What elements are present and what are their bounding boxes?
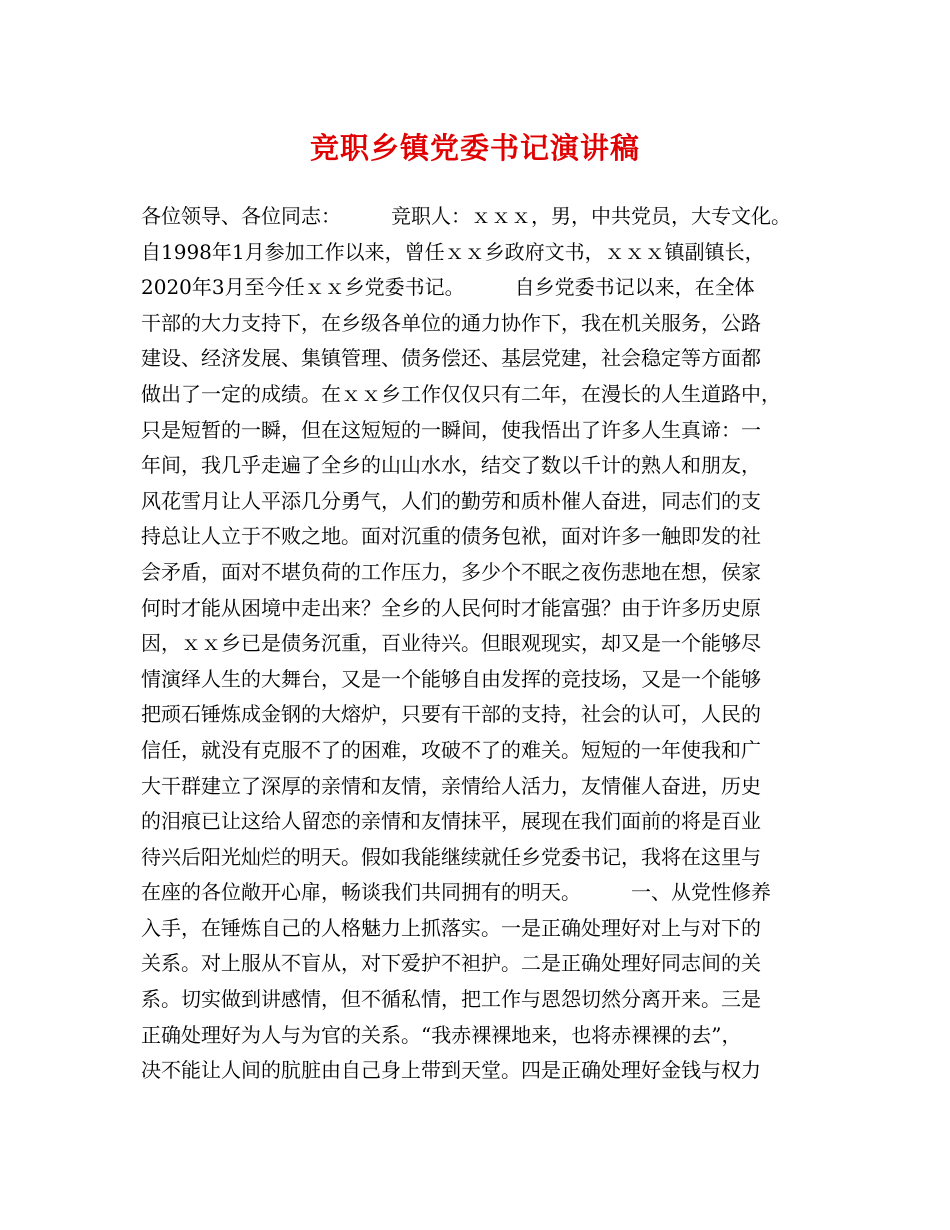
body-line: 风花雪月让人平添几分勇气，人们的勤劳和质朴催人奋进，同志们的支 (141, 488, 761, 513)
body-line: 情演绎人生的大舞台，又是一个能够自由发挥的竞技场，又是一个能够 (141, 666, 761, 691)
body-line: 系。切实做到讲感情，但不循私情，把工作与恩怨切然分离开来。三是 (141, 987, 761, 1012)
document-title: 竞职乡镇党委书记演讲稿 (309, 131, 640, 165)
body-line: 做出了一定的成绩。在ｘｘ乡工作仅仅只有二年，在漫长的人生道路中， (141, 381, 781, 406)
body-line: 大干群建立了深厚的亲情和友情，亲情给人活力，友情催人奋进，历史 (141, 773, 761, 798)
body-line: 持总让人立于不败之地。面对沉重的债务包袱，面对许多一触即发的社 (141, 524, 761, 549)
body-line: 在座的各位敞开心扉，畅谈我们共同拥有的明天。 一、从党性修养 (141, 880, 771, 905)
document-body (141, 199, 831, 1089)
body-line: 会矛盾，面对不堪负荷的工作压力，多少个不眠之夜伤悲地在想，侯家 (141, 559, 761, 584)
body-line: 因，ｘｘ乡已是债务沉重，百业待兴。但眼观现实，却又是一个能够尽 (141, 631, 761, 656)
body-line: 自1998年1月参加工作以来，曾任ｘｘ乡政府文书，ｘｘｘ镇副镇长， (141, 239, 765, 264)
body-line: 待兴后阳光灿烂的明天。假如我能继续就任乡党委书记，我将在这里与 (141, 844, 761, 869)
body-line: 2020年3月至今任ｘｘ乡党委书记。 自乡党委书记以来，在全体 (141, 275, 755, 300)
body-line: 关系。对上服从不盲从，对下爱护不袒护。二是正确处理好同志间的关 (141, 951, 761, 976)
body-line: 的泪痕已让这给人留恋的亲情和友情抹平，展现在我们面前的将是百业 (141, 809, 761, 834)
body-line: 正确处理好为人与为官的关系。“我赤裸裸地来，也将赤裸裸的去”， (141, 1022, 742, 1047)
body-line: 入手，在锤炼自己的人格魅力上抓落实。一是正确处理好对上与对下的 (141, 915, 761, 940)
body-line: 建设、经济发展、集镇管理、债务偿还、基层党建，社会稳定等方面都 (141, 346, 761, 371)
body-line: 年间，我几乎走遍了全乡的山山水水，结交了数以千计的熟人和朋友， (141, 453, 761, 478)
body-line: 把顽石锤炼成金钢的大熔炉，只要有干部的支持，社会的认可，人民的 (141, 702, 761, 727)
body-line: 何时才能从困境中走出来？全乡的人民何时才能富强？由于许多历史原 (141, 595, 761, 620)
body-line: 干部的大力支持下，在乡级各单位的通力协作下，我在机关服务，公路 (141, 310, 761, 335)
body-line: 各位领导、各位同志： 竞职人：ｘｘｘ，男，中共党员，大专文化。 (141, 204, 791, 228)
body-line: 只是短暂的一瞬，但在这短短的一瞬间，使我悟出了许多人生真谛：一 (141, 417, 761, 442)
body-line: 决不能让人间的肮脏由自己身上带到天堂。四是正确处理好金钱与权力 (141, 1058, 761, 1083)
body-line: 信任，就没有克服不了的困难，攻破不了的难关。短短的一年使我和广 (141, 737, 761, 762)
